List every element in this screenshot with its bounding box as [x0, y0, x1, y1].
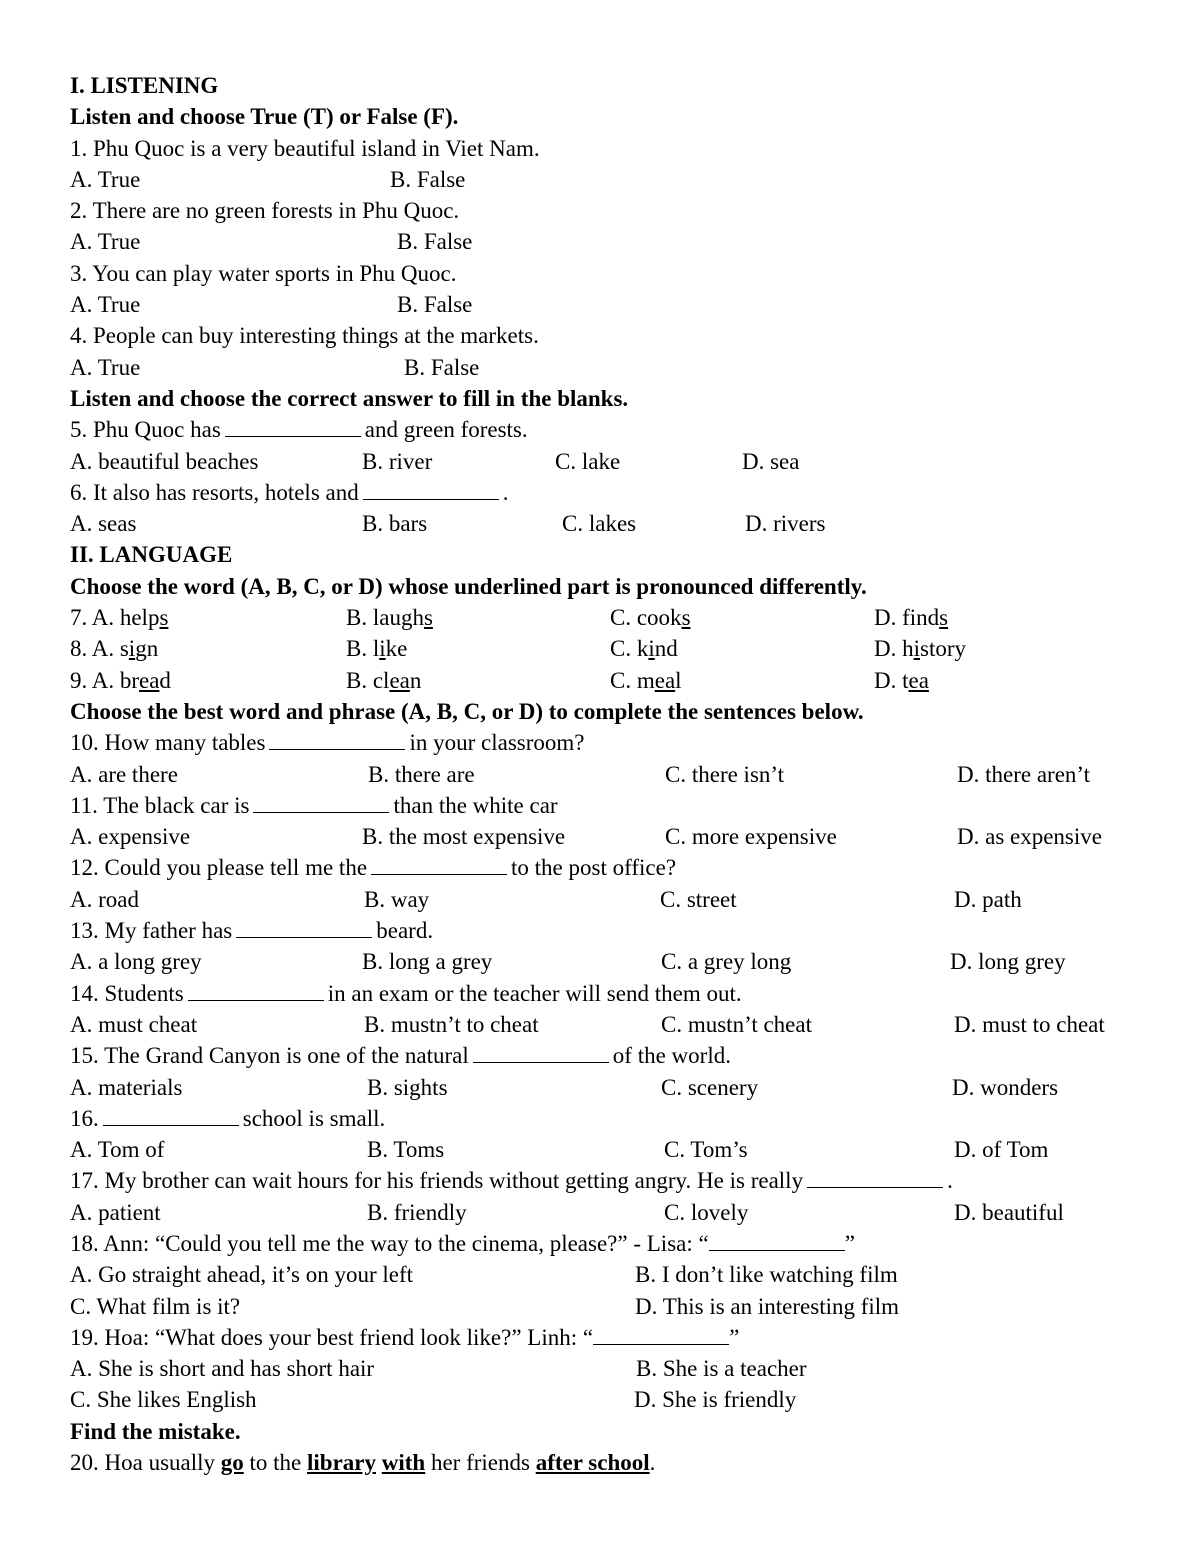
question-11-text-end: than the white car: [393, 792, 558, 818]
option-d: D. rivers: [745, 511, 826, 537]
options-15: [70, 1072, 1170, 1103]
option-c: C. What film is it?: [70, 1293, 241, 1319]
option-a: A. seas: [70, 511, 137, 537]
option-b: B. there are: [368, 761, 475, 787]
options-18-row-1: [70, 1259, 1170, 1290]
options-1: [70, 164, 1170, 195]
option-a: A. patient: [70, 1199, 161, 1225]
option-a: A. Tom of: [70, 1137, 165, 1163]
answer-blank: [225, 414, 361, 437]
option-d: D. This is an interesting film: [635, 1293, 900, 1319]
option-c: C. Tom’s: [664, 1137, 748, 1163]
question-6: [70, 477, 1170, 508]
question-17-text-end: .: [947, 1168, 953, 1194]
option-b: B. Toms: [367, 1137, 445, 1163]
options-6: [70, 508, 1170, 539]
question-13-text-end: beard.: [376, 918, 434, 944]
option-a: A. must cheat: [70, 1011, 198, 1037]
question-13-text: 13. My father has: [70, 918, 233, 944]
option-b: B. long a grey: [362, 949, 493, 975]
option-a: A. are there: [70, 761, 178, 787]
question-16-text-end: school is small.: [242, 1105, 386, 1131]
option-a: 7. A. helps: [70, 605, 169, 631]
option-a: 8. A. sign: [70, 636, 159, 662]
option-d: D. tea: [874, 667, 929, 693]
question-7: [70, 602, 1170, 633]
option-b: B. bars: [362, 511, 428, 537]
option-d: D. long grey: [950, 949, 1066, 975]
option-a: A. True: [70, 229, 141, 255]
question-18-text-end: ”: [844, 1230, 855, 1256]
option-d: D. finds: [874, 605, 949, 631]
option-a: A. materials: [70, 1074, 183, 1100]
option-c: C. kind: [610, 636, 678, 662]
option-b: B. She is a teacher: [636, 1356, 807, 1382]
option-b: B. river: [362, 448, 433, 474]
question-14-text: 14. Students: [70, 980, 184, 1006]
question-12-text: 12. Could you please tell me the: [70, 855, 368, 881]
option-b: B. friendly: [367, 1199, 467, 1225]
option-b: B. I don’t like watching film: [635, 1262, 898, 1288]
option-c: C. lakes: [562, 511, 637, 537]
answer-blank: [269, 727, 405, 750]
option-c: C. mustn’t cheat: [661, 1011, 812, 1037]
option-d: D. there aren’t: [957, 761, 1091, 787]
option-d: D. path: [954, 886, 1022, 912]
option-c: C. a grey long: [661, 949, 792, 975]
option-c: C. lovely: [664, 1199, 749, 1225]
mistake-option-library: library: [307, 1450, 377, 1476]
section-heading-language: II. LANGUAGE: [70, 542, 233, 568]
answer-blank: [709, 1228, 845, 1251]
worksheet: [70, 70, 1170, 1478]
instruction-true-false: Listen and choose True (T) or False (F).: [70, 104, 459, 130]
option-d: D. as expensive: [957, 824, 1102, 850]
option-c: C. there isn’t: [665, 761, 785, 787]
options-3: [70, 289, 1170, 320]
question-10-text-end: in your classroom?: [409, 730, 585, 756]
instruction-pronunciation: Choose the word (A, B, C, or D) whose underlined part is pronounced differently.: [70, 573, 867, 599]
question-1: 1. Phu Quoc is a very beautiful island in Viet Nam.: [70, 135, 540, 161]
instruction-fill-blanks: Listen and choose the correct answer to fill in the blanks.: [70, 385, 629, 411]
option-a: A. Go straight ahead, it’s on your left: [70, 1262, 414, 1288]
options-2: [70, 226, 1170, 257]
option-a: A. expensive: [70, 824, 191, 850]
option-b: B. False: [397, 292, 473, 318]
question-12-text-end: to the post office?: [511, 855, 677, 881]
answer-blank: [253, 790, 389, 813]
option-d: D. must to cheat: [954, 1011, 1105, 1037]
question-18: [70, 1228, 1170, 1259]
option-b: B. sights: [367, 1074, 448, 1100]
section-heading-listening: I. LISTENING: [70, 73, 219, 98]
question-12: [70, 852, 1170, 883]
option-c: C. meal: [610, 667, 682, 693]
option-a: A. True: [70, 166, 141, 192]
question-10: [70, 727, 1170, 758]
question-20: [70, 1447, 1170, 1478]
question-9: [70, 665, 1170, 696]
option-a: A. She is short and has short hair: [70, 1356, 375, 1382]
option-b: B. False: [390, 166, 466, 192]
options-17: [70, 1197, 1170, 1228]
question-20-text: 20. Hoa usually: [70, 1450, 221, 1476]
options-19-row-1: [70, 1353, 1170, 1384]
question-20-text: her friends: [425, 1450, 536, 1476]
question-16-text: 16.: [70, 1105, 99, 1131]
options-19-row-2: [70, 1384, 1170, 1415]
question-5-text-end: and green forests.: [364, 417, 528, 443]
option-b: B. way: [364, 886, 430, 912]
answer-blank: [363, 477, 499, 500]
option-c: C. scenery: [661, 1074, 759, 1100]
answer-blank: [807, 1165, 943, 1188]
question-8: [70, 633, 1170, 664]
answer-blank: [236, 915, 372, 938]
mistake-option-go: go: [220, 1450, 244, 1476]
option-c: C. She likes English: [70, 1387, 257, 1413]
question-11-text: 11. The black car is: [70, 792, 250, 818]
option-b: B. the most expensive: [362, 824, 566, 850]
option-d: D. sea: [742, 448, 800, 474]
mistake-option-after-school: after school: [535, 1450, 650, 1476]
mistake-option-with: with: [381, 1450, 426, 1476]
question-19-text-end: ”: [729, 1324, 740, 1350]
option-d: D. beautiful: [954, 1199, 1064, 1225]
question-15: [70, 1040, 1170, 1071]
instruction-choose-best: Choose the best word and phrase (A, B, C, or D) to complete the sentences below.: [70, 698, 864, 724]
answer-blank: [593, 1322, 729, 1345]
question-6-text-end: .: [502, 479, 509, 505]
option-d: D. history: [874, 636, 967, 662]
options-12: [70, 884, 1170, 915]
question-19: [70, 1322, 1170, 1353]
options-18-row-2: [70, 1291, 1170, 1322]
option-a: 9. A. bread: [70, 667, 171, 693]
question-3: 3. You can play water sports in Phu Quoc.: [70, 260, 457, 286]
option-b: B. laughs: [346, 605, 433, 631]
option-a: A. True: [70, 354, 141, 380]
option-a: A. beautiful beaches: [70, 448, 259, 474]
question-20-text: .: [649, 1450, 656, 1476]
question-13: [70, 915, 1170, 946]
answer-blank: [103, 1103, 239, 1126]
option-c: C. more expensive: [665, 824, 837, 850]
question-6-text: 6. It also has resorts, hotels and: [70, 479, 359, 505]
question-16: [70, 1103, 1170, 1134]
question-5: [70, 414, 1170, 445]
question-15-text: 15. The Grand Canyon is one of the natural: [70, 1043, 469, 1069]
question-4: 4. People can buy interesting things at the markets.: [70, 323, 539, 349]
option-d: D. She is friendly: [634, 1387, 797, 1413]
question-11: [70, 790, 1170, 821]
question-14-text-end: in an exam or the teacher will send them out.: [327, 980, 742, 1006]
question-2: 2. There are no green forests in Phu Quoc.: [70, 198, 460, 224]
option-b: B. like: [346, 636, 408, 662]
option-a: A. True: [70, 292, 141, 318]
options-5: [70, 446, 1170, 477]
answer-blank: [188, 978, 324, 1001]
question-10-text: 10. How many tables: [70, 730, 266, 756]
options-10: [70, 759, 1170, 790]
question-15-text-end: of the world.: [612, 1043, 731, 1069]
option-b: B. False: [404, 354, 480, 380]
question-14: [70, 978, 1170, 1009]
question-5-text: 5. Phu Quoc has: [70, 417, 221, 443]
answer-blank: [371, 852, 507, 875]
instruction-find-mistake: Find the mistake.: [70, 1418, 241, 1444]
option-c: C. cooks: [610, 605, 691, 631]
option-a: A. road: [70, 886, 139, 912]
question-18-text: 18. Ann: “Could you tell me the way to the cinema, please?” - Lisa: “: [70, 1230, 709, 1256]
options-11: [70, 821, 1170, 852]
option-a: A. a long grey: [70, 949, 202, 975]
option-b: B. False: [397, 229, 473, 255]
question-19-text: 19. Hoa: “What does your best friend look like?” Linh: “: [70, 1324, 594, 1350]
options-13: [70, 946, 1170, 977]
option-b: B. mustn’t to cheat: [364, 1011, 539, 1037]
option-b: B. clean: [346, 667, 422, 693]
options-16: [70, 1134, 1170, 1165]
question-17-text: 17. My brother can wait hours for his friends without getting angry. He is really: [70, 1168, 804, 1194]
option-c: C. lake: [555, 448, 621, 474]
options-4: [70, 352, 1170, 383]
question-17: [70, 1165, 1170, 1196]
option-d: D. of Tom: [954, 1137, 1049, 1163]
option-c: C. street: [660, 886, 737, 912]
question-20-text: to the: [243, 1450, 308, 1476]
answer-blank: [473, 1040, 609, 1063]
option-d: D. wonders: [952, 1074, 1059, 1100]
options-14: [70, 1009, 1170, 1040]
